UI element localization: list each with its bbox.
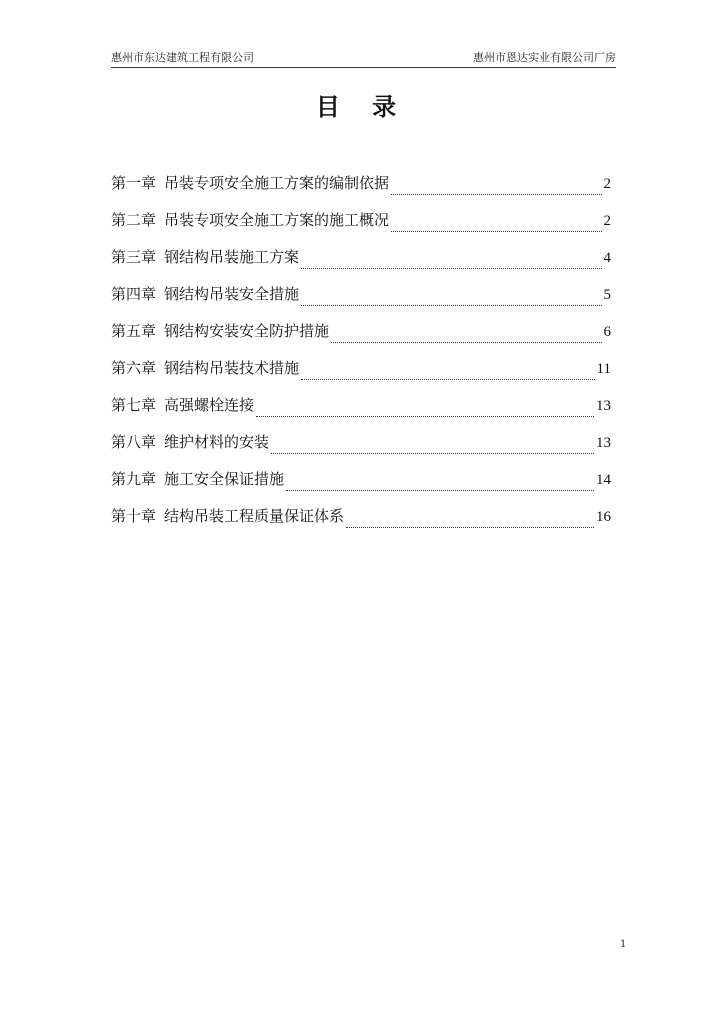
toc-chapter: 第六章 bbox=[111, 359, 157, 377]
toc-chapter: 第八章 bbox=[111, 433, 157, 451]
toc-entry[interactable] bbox=[111, 466, 611, 503]
toc-entry[interactable] bbox=[111, 429, 611, 466]
toc-title: 钢结构吊装施工方案 bbox=[164, 248, 300, 266]
toc-title: 施工安全保证措施 bbox=[164, 470, 285, 488]
toc-entry[interactable] bbox=[111, 170, 611, 207]
toc-title: 吊装专项安全施工方案的编制依据 bbox=[164, 174, 390, 192]
toc-leader bbox=[256, 416, 594, 417]
toc-leader bbox=[391, 231, 601, 232]
toc-chapter: 第九章 bbox=[111, 470, 157, 488]
toc-chapter: 第二章 bbox=[111, 211, 157, 229]
page-title: 目 录 bbox=[315, 93, 409, 121]
toc-entry[interactable] bbox=[111, 281, 611, 318]
toc-leader bbox=[346, 527, 594, 528]
toc-page-number: 5 bbox=[603, 287, 611, 303]
toc-chapter: 第五章 bbox=[111, 322, 157, 340]
toc-title: 高强螺栓连接 bbox=[164, 396, 255, 414]
toc-leader bbox=[391, 194, 601, 195]
toc-title: 吊装专项安全施工方案的施工概况 bbox=[164, 211, 390, 229]
toc-leader bbox=[301, 379, 595, 380]
toc-page-number: 14 bbox=[596, 472, 611, 488]
toc-entry[interactable] bbox=[111, 355, 611, 392]
toc-leader bbox=[271, 453, 594, 454]
toc-entry[interactable] bbox=[111, 392, 611, 429]
toc-entry[interactable] bbox=[111, 207, 611, 244]
toc-leader bbox=[301, 305, 601, 306]
toc-page-number: 2 bbox=[603, 176, 611, 192]
toc-chapter: 第七章 bbox=[111, 396, 157, 414]
toc-entry[interactable] bbox=[111, 244, 611, 281]
toc-chapter: 第十章 bbox=[111, 507, 157, 525]
toc-page-number: 11 bbox=[596, 361, 611, 377]
toc-title: 结构吊装工程质量保证体系 bbox=[164, 507, 345, 525]
toc-chapter: 第三章 bbox=[111, 248, 157, 266]
toc-chapter: 第一章 bbox=[111, 174, 157, 192]
toc-title: 钢结构吊装安全措施 bbox=[164, 285, 300, 303]
toc-page-number: 4 bbox=[603, 250, 611, 266]
header-divider bbox=[111, 67, 616, 68]
header-project: 惠州市恩达实业有限公司厂房 bbox=[473, 51, 616, 64]
toc-leader bbox=[301, 268, 601, 269]
toc-title: 钢结构安装安全防护措施 bbox=[164, 322, 330, 340]
toc-leader bbox=[331, 342, 601, 343]
toc-page-number: 16 bbox=[596, 509, 611, 525]
table-of-contents bbox=[111, 170, 611, 540]
toc-title: 维护材料的安装 bbox=[164, 433, 270, 451]
toc-entry[interactable] bbox=[111, 318, 611, 355]
toc-page-number: 6 bbox=[603, 324, 611, 340]
toc-entry[interactable] bbox=[111, 503, 611, 540]
toc-chapter: 第四章 bbox=[111, 285, 157, 303]
toc-page-number: 2 bbox=[603, 213, 611, 229]
toc-leader bbox=[286, 490, 594, 491]
toc-title: 钢结构吊装技术措施 bbox=[164, 359, 300, 377]
header-company: 惠州市东达建筑工程有限公司 bbox=[111, 51, 254, 64]
page-number: 1 bbox=[620, 939, 627, 950]
toc-page-number: 13 bbox=[596, 398, 611, 414]
page-header bbox=[111, 51, 616, 67]
toc-page-number: 13 bbox=[596, 435, 611, 451]
